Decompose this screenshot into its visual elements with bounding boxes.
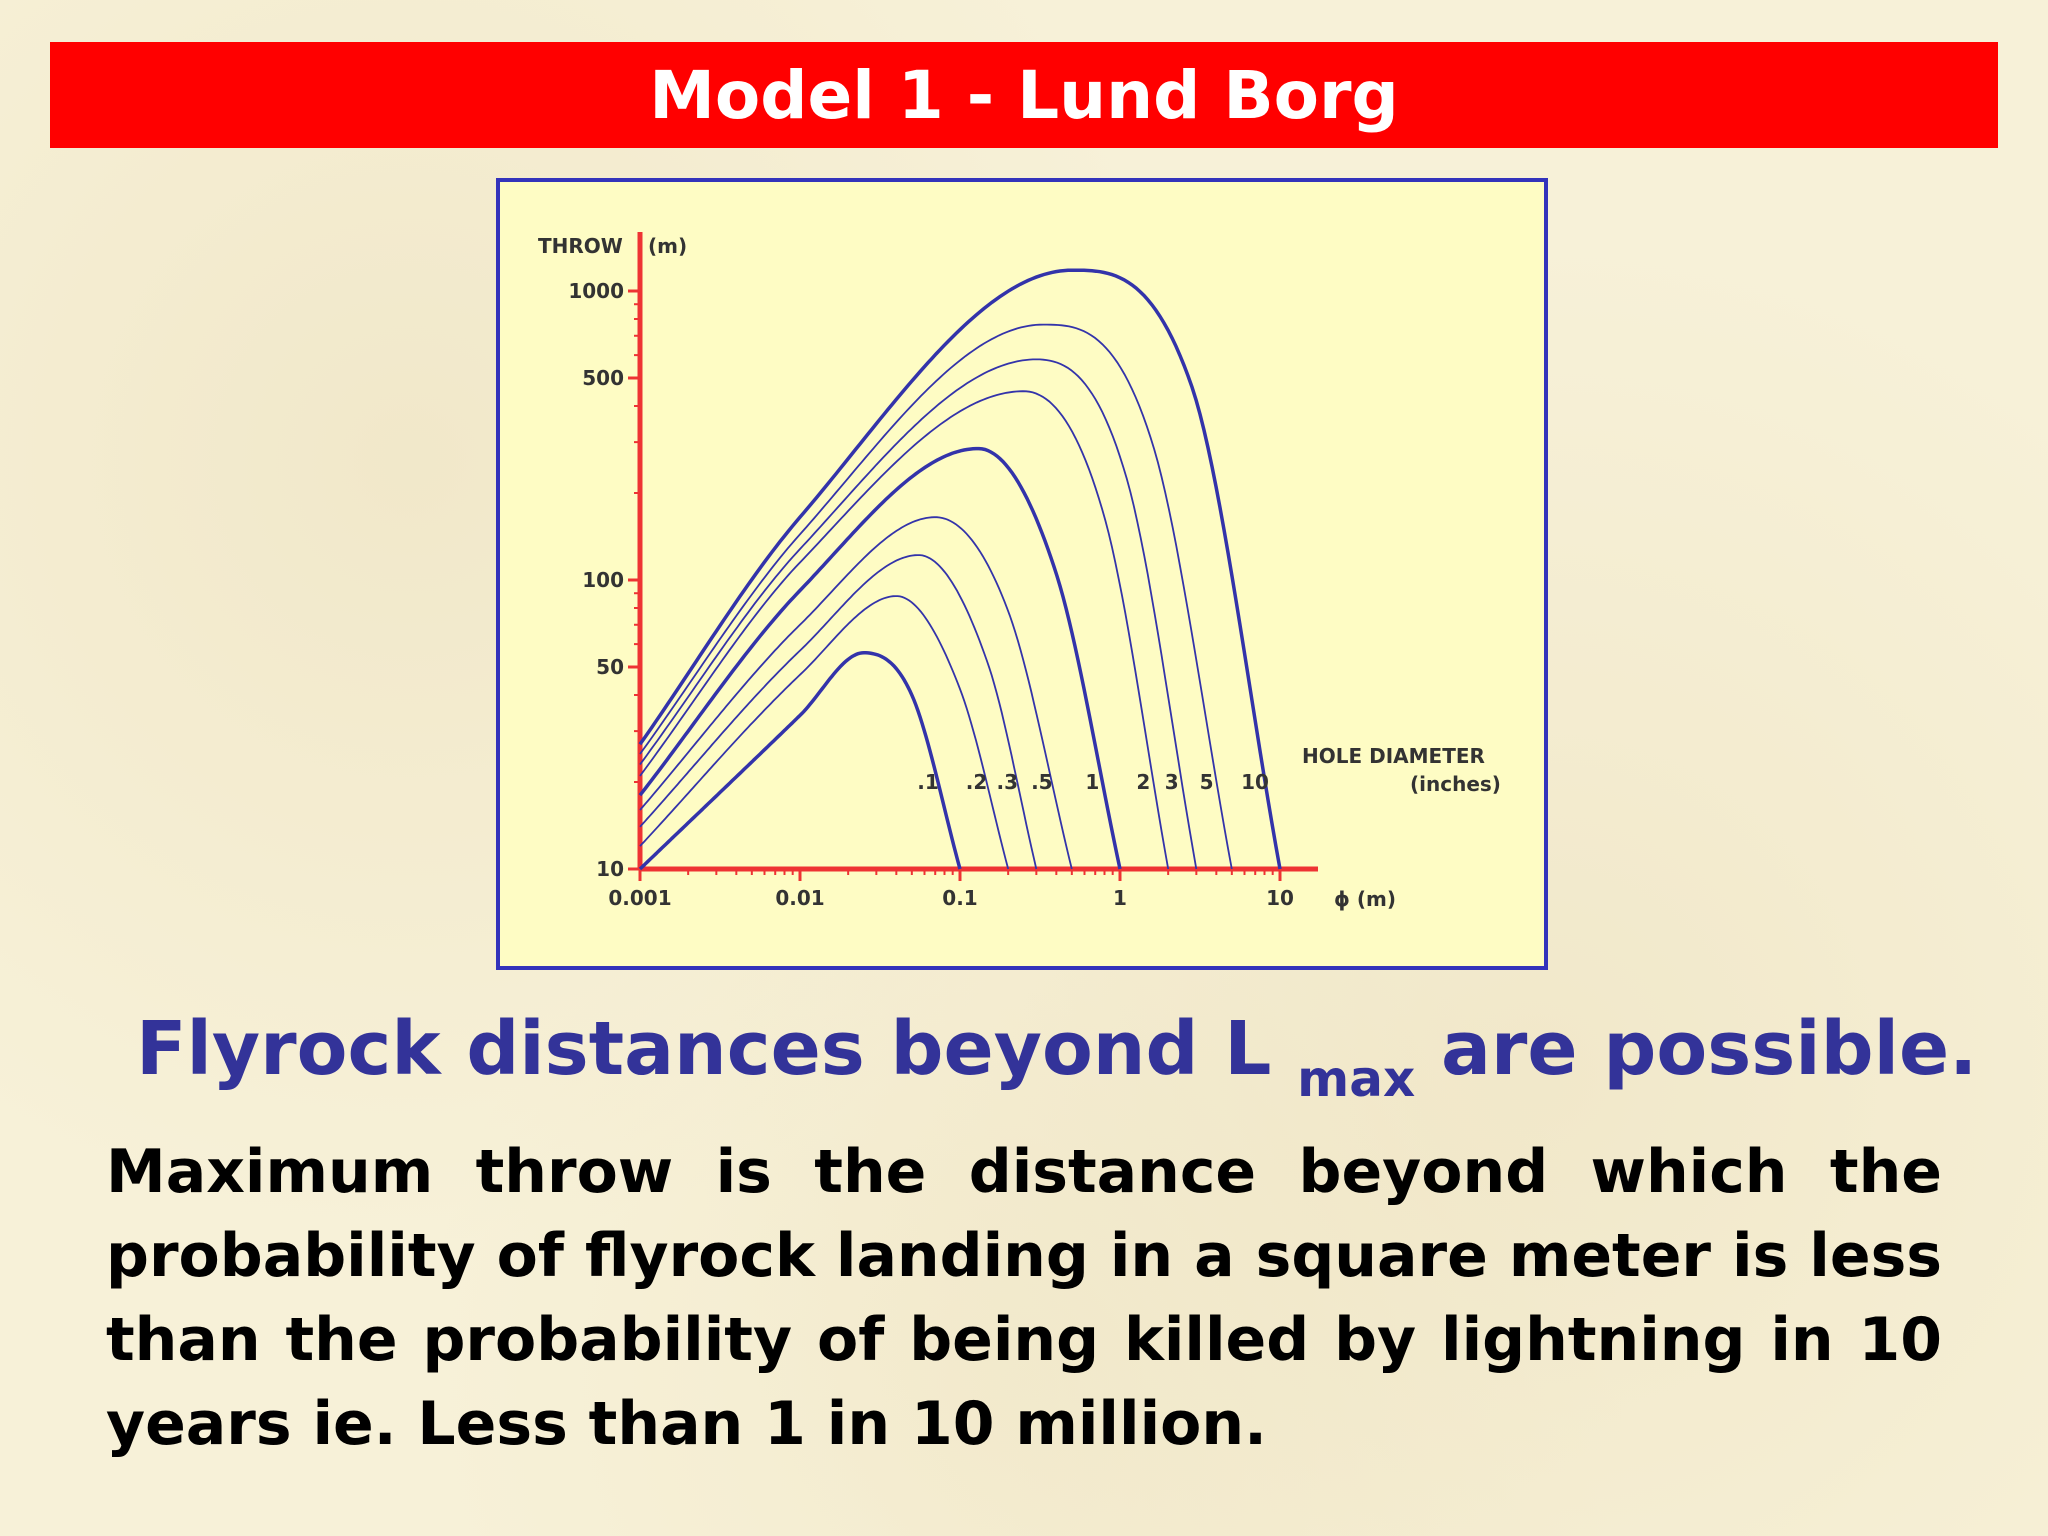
y-tick-label: 100 — [582, 568, 624, 592]
x-axis-label: ϕ (m) — [1334, 887, 1397, 911]
y-tick-label: 500 — [582, 365, 624, 390]
legend-unit: (inches) — [1410, 772, 1501, 796]
x-tick-label: 10 — [1266, 886, 1294, 910]
subtitle-main: Flyrock distances beyond L — [136, 1006, 1272, 1092]
slide-title: Model 1 - Lund Borg — [649, 56, 1399, 134]
series-line-p2 — [640, 596, 1008, 869]
x-tick-label: 1 — [1113, 886, 1127, 910]
y-axis-unit: (m) — [648, 234, 688, 258]
series-label: 5 — [1199, 770, 1214, 795]
subtitle-subscript: max — [1297, 1050, 1416, 1108]
subtitle-end: are possible. — [1441, 1006, 1978, 1092]
series-label: 2 — [1136, 770, 1151, 795]
title-bar — [50, 42, 1998, 148]
series-line-p3 — [640, 555, 1036, 869]
series-label: .5 — [1031, 770, 1053, 795]
subtitle — [136, 1006, 1978, 1108]
y-tick-label: 50 — [596, 654, 624, 679]
y-axis-label: THROW — [538, 234, 623, 258]
chart-frame — [496, 178, 1548, 970]
series-label: 3 — [1164, 770, 1179, 795]
x-tick-label: 0.1 — [942, 886, 978, 910]
body-paragraph: Maximum throw is the distance beyond which the probability of flyrock landing in a square meter is less than the probability of being killed by lightning in 10 years ie. Less than 1 in 10 million. — [106, 1137, 1942, 1459]
series-line-p5 — [640, 517, 1072, 869]
series-line-1 — [640, 449, 1120, 869]
flyrock-throw-chart — [500, 182, 1544, 966]
series-label: 1 — [1085, 770, 1100, 795]
series-label: .3 — [996, 770, 1019, 795]
series-label: .2 — [965, 770, 988, 795]
x-tick-label: 0.01 — [775, 886, 825, 910]
y-tick-label: 10 — [596, 857, 624, 881]
x-tick-label: 0.001 — [608, 886, 672, 910]
legend-title: HOLE DIAMETER — [1302, 744, 1485, 768]
series-label: .1 — [917, 770, 939, 795]
series-label: 10 — [1241, 770, 1269, 795]
series-line-2 — [640, 391, 1168, 869]
y-tick-label: 1000 — [568, 279, 624, 303]
